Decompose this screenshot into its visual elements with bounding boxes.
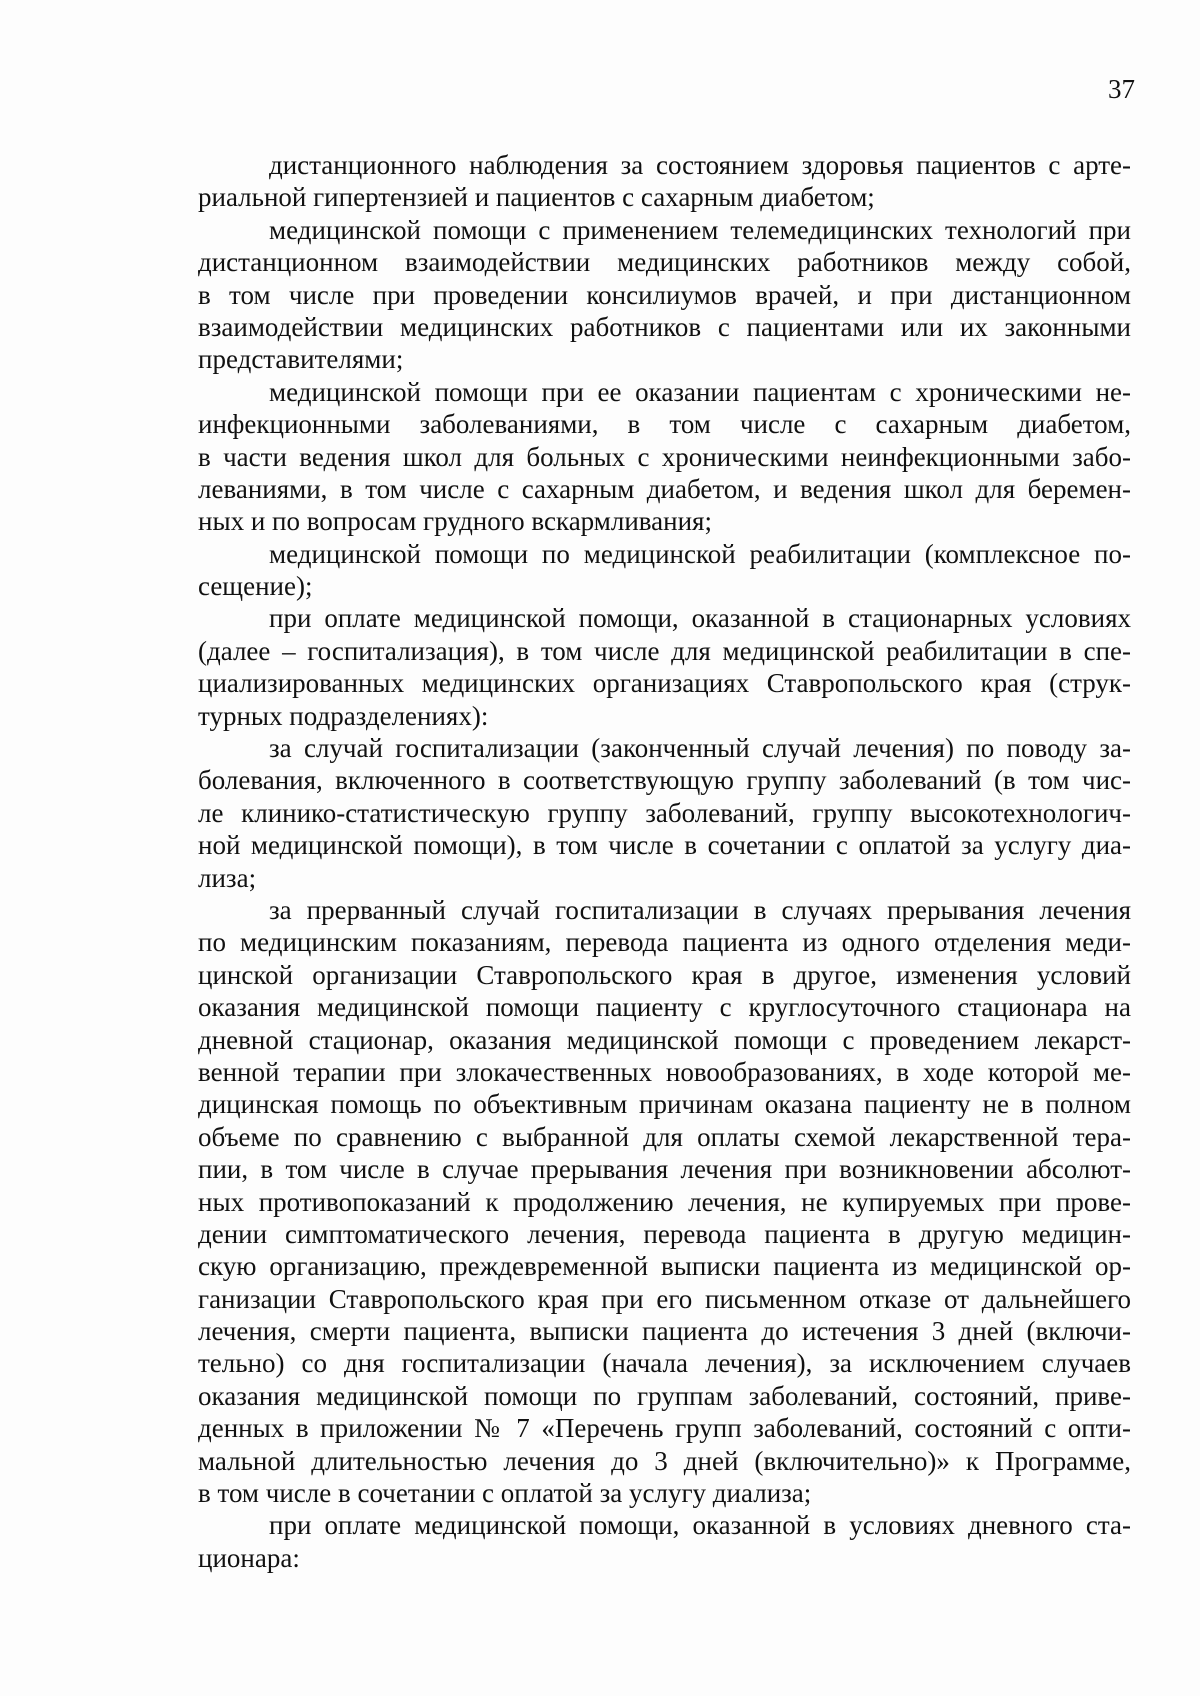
text-line: представителями; bbox=[198, 344, 404, 375]
text-line: скую организацию, преждевременной выписки пациента из медицинской ор- bbox=[198, 1251, 1131, 1282]
text-line: дистанционном взаимодействии медицинских работников между собой, bbox=[198, 247, 1131, 278]
text-line: инфекционными заболеваниями, в том числе с сахарным диабетом, bbox=[198, 409, 1131, 440]
paragraph bbox=[198, 1509, 1131, 1574]
text-line: в том числе при проведении консилиумов врачей, и при дистанционном bbox=[198, 279, 1131, 310]
text-line: в том числе в сочетании с оплатой за услугу диализа; bbox=[198, 1478, 812, 1509]
text-line: циализированных медицинских организациях Ставропольского края (струк- bbox=[198, 668, 1131, 699]
text-line: пии, в том числе в случае прерывания лечения при возникновении абсолют- bbox=[198, 1154, 1131, 1185]
text-line: при оплате медицинской помощи, оказанной в условиях дневного ста- bbox=[269, 1510, 1131, 1541]
paragraph bbox=[198, 602, 1131, 732]
text-line: дении симптоматического лечения, перевода пациента в другую медицин- bbox=[198, 1218, 1131, 1249]
paragraph bbox=[198, 149, 1131, 214]
text-line: венной терапии при злокачественных новообразованиях, в ходе которой ме- bbox=[198, 1056, 1131, 1087]
text-line: лиза; bbox=[198, 862, 257, 893]
text-line: (далее – госпитализация), в том числе для медицинской реабилитации в спе- bbox=[198, 635, 1131, 666]
text-line: оказания медицинской помощи по группам заболеваний, состояний, приве- bbox=[198, 1380, 1131, 1411]
text-line: дистанционного наблюдения за состоянием здоровья пациентов с арте- bbox=[269, 150, 1131, 180]
text-line: по медицинским показаниям, перевода пациента из одного отделения меди- bbox=[198, 927, 1131, 958]
text-line: сещение); bbox=[198, 571, 313, 602]
text-line: цинской организации Ставропольского края в другое, изменения условий bbox=[198, 959, 1131, 990]
text-line: за прерванный случай госпитализации в случаях прерывания лечения bbox=[269, 894, 1131, 925]
text-line: медицинской помощи по медицинской реабилитации (комплексное по- bbox=[269, 538, 1131, 569]
paragraph bbox=[198, 732, 1131, 894]
text-line: тельно) со дня госпитализации (начала лечения), за исключением случаев bbox=[198, 1348, 1131, 1379]
text-line: лечения, смерти пациента, выписки пациента до истечения 3 дней (включи- bbox=[198, 1316, 1131, 1347]
text-line: леваниями, в том числе с сахарным диабетом, и ведения школ для беремен- bbox=[198, 473, 1131, 504]
text-line: дневной стационар, оказания медицинской помощи с проведением лекарст- bbox=[198, 1024, 1131, 1055]
text-line: в части ведения школ для больных с хроническими неинфекционными забо- bbox=[198, 441, 1131, 472]
text-line: за случай госпитализации (законченный случай лечения) по поводу за- bbox=[269, 733, 1131, 764]
text-line: ных и по вопросам грудного вскармливания; bbox=[198, 506, 712, 537]
text-line: ганизации Ставропольского края при его письменном отказе от дальнейшего bbox=[198, 1283, 1131, 1314]
text-line: медицинской помощи при ее оказании пациентам с хроническими не- bbox=[269, 376, 1131, 407]
text-line: оказания медицинской помощи пациенту с круглосуточного стационара на bbox=[198, 992, 1131, 1023]
text-line: при оплате медицинской помощи, оказанной в стационарных условиях bbox=[269, 603, 1131, 634]
text-line: ле клинико-статистическую группу заболеваний, группу высокотехнологич- bbox=[198, 797, 1131, 828]
paragraph bbox=[198, 376, 1131, 538]
text-line: турных подразделениях): bbox=[198, 700, 489, 731]
text-line: ной медицинской помощи), в том числе в сочетании с оплатой за услугу диа- bbox=[198, 830, 1131, 861]
document-body bbox=[198, 149, 1131, 1574]
text-line: болевания, включенного в соответствующую группу заболеваний (в том чис- bbox=[198, 765, 1131, 796]
text-line: ных противопоказаний к продолжению лечения, не купируемых при прове- bbox=[198, 1186, 1131, 1217]
text-line: ционара: bbox=[198, 1542, 300, 1573]
text-line: денных в приложении № 7 «Перечень групп заболеваний, состояний с опти- bbox=[198, 1413, 1131, 1444]
paragraph bbox=[198, 538, 1131, 603]
text-line: мальной длительностью лечения до 3 дней (включительно)» к Программе, bbox=[198, 1445, 1131, 1476]
page-number: 37 bbox=[1108, 74, 1135, 104]
paragraph bbox=[198, 894, 1131, 1509]
text-line: взаимодействии медицинских работников с пациентами или их законными bbox=[198, 311, 1131, 342]
text-line: риальной гипертензией и пациентов с сахарным диабетом; bbox=[198, 182, 875, 213]
text-line: объеме по сравнению с выбранной для оплаты схемой лекарственной тера- bbox=[198, 1121, 1131, 1152]
text-line: дицинская помощь по объективным причинам оказана пациенту не в полном bbox=[198, 1089, 1131, 1120]
paragraph bbox=[198, 214, 1131, 376]
text-line: медицинской помощи с применением телемедицинских технологий при bbox=[269, 214, 1131, 245]
